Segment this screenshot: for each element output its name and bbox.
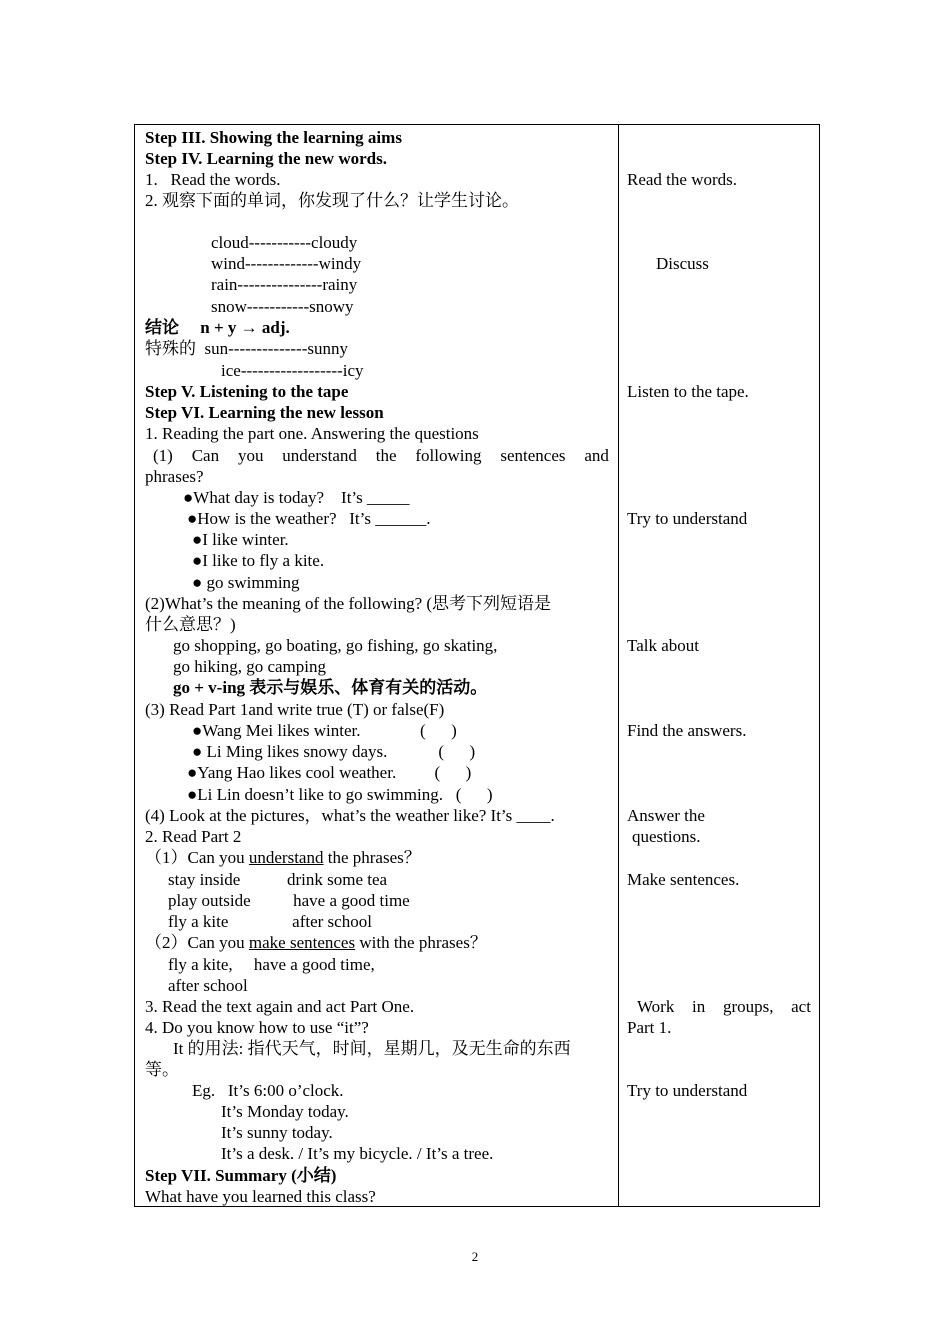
word: Work [637,997,675,1016]
teacher-step-line: Step VI. Learning the new lesson [145,403,384,422]
word: you [237,446,264,465]
teacher-step-line: snow-----------snowy [211,297,354,316]
teacher-step-line: 3. Read the text again and act Part One. [145,997,415,1016]
teacher-step-line: ●I like winter. [192,530,289,549]
teacher-step-line: Eg. It’s 6:00 o’clock. [192,1081,344,1100]
student-activity-line: Try to understand [627,509,748,528]
teacher-step-line: (4) Look at the pictures，what’s the weather like? It’s ____. [145,806,555,825]
teacher-step-line [145,932,487,953]
student-activity-line: Answer the [627,806,705,825]
teacher-step-line: play outside have a good time [168,891,410,910]
teacher-step-line: ●What day is today? It’s _____ [183,488,410,507]
teacher-step-line: phrases? [145,467,204,486]
text-run: with the phrases？ [355,933,487,952]
teacher-step-line: ● go swimming [192,573,300,592]
teacher-step-line: It’s sunny today. [221,1123,333,1142]
student-activity-line: Try to understand [627,1081,748,1100]
teacher-step-line: after school [168,976,248,995]
underlined-text: make sentences [248,933,356,952]
teacher-step-line: 2. Read Part 2 [145,827,242,846]
word: following [415,446,482,465]
word: sentences [500,446,566,465]
word: and [584,446,609,465]
text-run: （1）Can you [145,848,249,867]
word: in [692,997,706,1016]
student-activity-line: questions. [632,827,701,846]
teacher-step-line: go hiking, go camping [173,657,326,676]
teacher-step-line: 结论 n + y → adj. [145,318,290,337]
student-activity-line: Listen to the tape. [627,382,749,401]
teacher-step-line: (3) Read Part 1and write true (T) or false(F) [145,700,445,719]
teacher-step-line: It 的用法: 指代天气，时间，星期几，及无生命的东西 [173,1039,571,1058]
teacher-step-line: Step III. Showing the learning aims [145,128,402,147]
word: act [791,997,811,1016]
teacher-step-line: ●Yang Hao likes cool weather. ( ) [187,763,472,782]
teacher-step-line [153,445,609,466]
teacher-step-line: ●Li Lin doesn’t like to go swimming. ( ) [187,785,493,804]
teacher-step-line: (2)What’s the meaning of the following? (思考下列短语是 [145,594,552,613]
teacher-step-line: fly a kite, have a good time, [168,955,375,974]
teacher-step-line: 特殊的 sun--------------sunny [145,339,348,358]
teacher-step-line: fly a kite after school [168,912,372,931]
teacher-step-line: go + v-ing 表示与娱乐、体育有关的活动。 [173,678,488,697]
student-activity-line: Talk about [627,636,699,655]
teacher-step-line: 等。 [145,1060,179,1079]
teacher-step-line: ●How is the weather? It’s ______. [187,509,431,528]
teacher-step-line: ice------------------icy [221,361,364,380]
student-activity-line: Find the answers. [627,721,747,740]
teacher-step-line: It’s a desk. / It’s my bicycle. / It’s a tree. [221,1144,494,1163]
teacher-step-line: ● Li Ming likes snowy days. ( ) [192,742,476,761]
student-activity-line: Read the words. [627,170,738,189]
lesson-plan-table [134,124,820,1207]
page-number: 2 [471,1249,479,1264]
teacher-step-line [145,847,421,868]
teacher-step-line: cloud-----------cloudy [211,233,358,252]
text-run: the phrases？ [323,848,421,867]
underlined-text: understand [248,848,324,867]
teacher-step-line: 1. Reading the part one. Answering the questions [145,424,479,443]
teacher-step-line: wind-------------windy [211,254,362,273]
teacher-step-line: It’s Monday today. [221,1102,349,1121]
column-divider [618,125,619,1206]
teacher-step-line: ●Wang Mei likes winter. ( ) [192,721,457,740]
teacher-step-line: Step IV. Learning the new words. [145,149,387,168]
word: (1) [153,446,173,465]
teacher-step-line: Step VII. Summary (小结) [145,1166,337,1185]
student-activity-line: Discuss [656,254,709,273]
word: groups, [722,997,774,1016]
teacher-step-line: What have you learned this class? [145,1187,376,1206]
teacher-step-line: 4. Do you know how to use “it”? [145,1018,369,1037]
teacher-step-line: 1. Read the words. [145,170,281,189]
student-activity-line [637,996,811,1017]
teacher-step-line: 什么意思？) [145,615,236,634]
word: Can [191,446,220,465]
teacher-step-line: 2. 观察下面的单词，你发现了什么？让学生讨论。 [145,191,519,210]
teacher-step-line: go shopping, go boating, go fishing, go skating, [173,636,498,655]
teacher-step-line: ●I like to fly a kite. [192,551,325,570]
teacher-step-line: stay inside drink some tea [168,870,388,889]
word: understand [282,446,357,465]
student-activity-line: Make sentences. [627,870,740,889]
teacher-step-line: Step V. Listening to the tape [145,382,349,401]
teacher-step-line: rain---------------rainy [211,275,358,294]
student-activity-line: Part 1. [627,1018,672,1037]
word: the [375,446,397,465]
text-run: （2）Can you [145,933,249,952]
